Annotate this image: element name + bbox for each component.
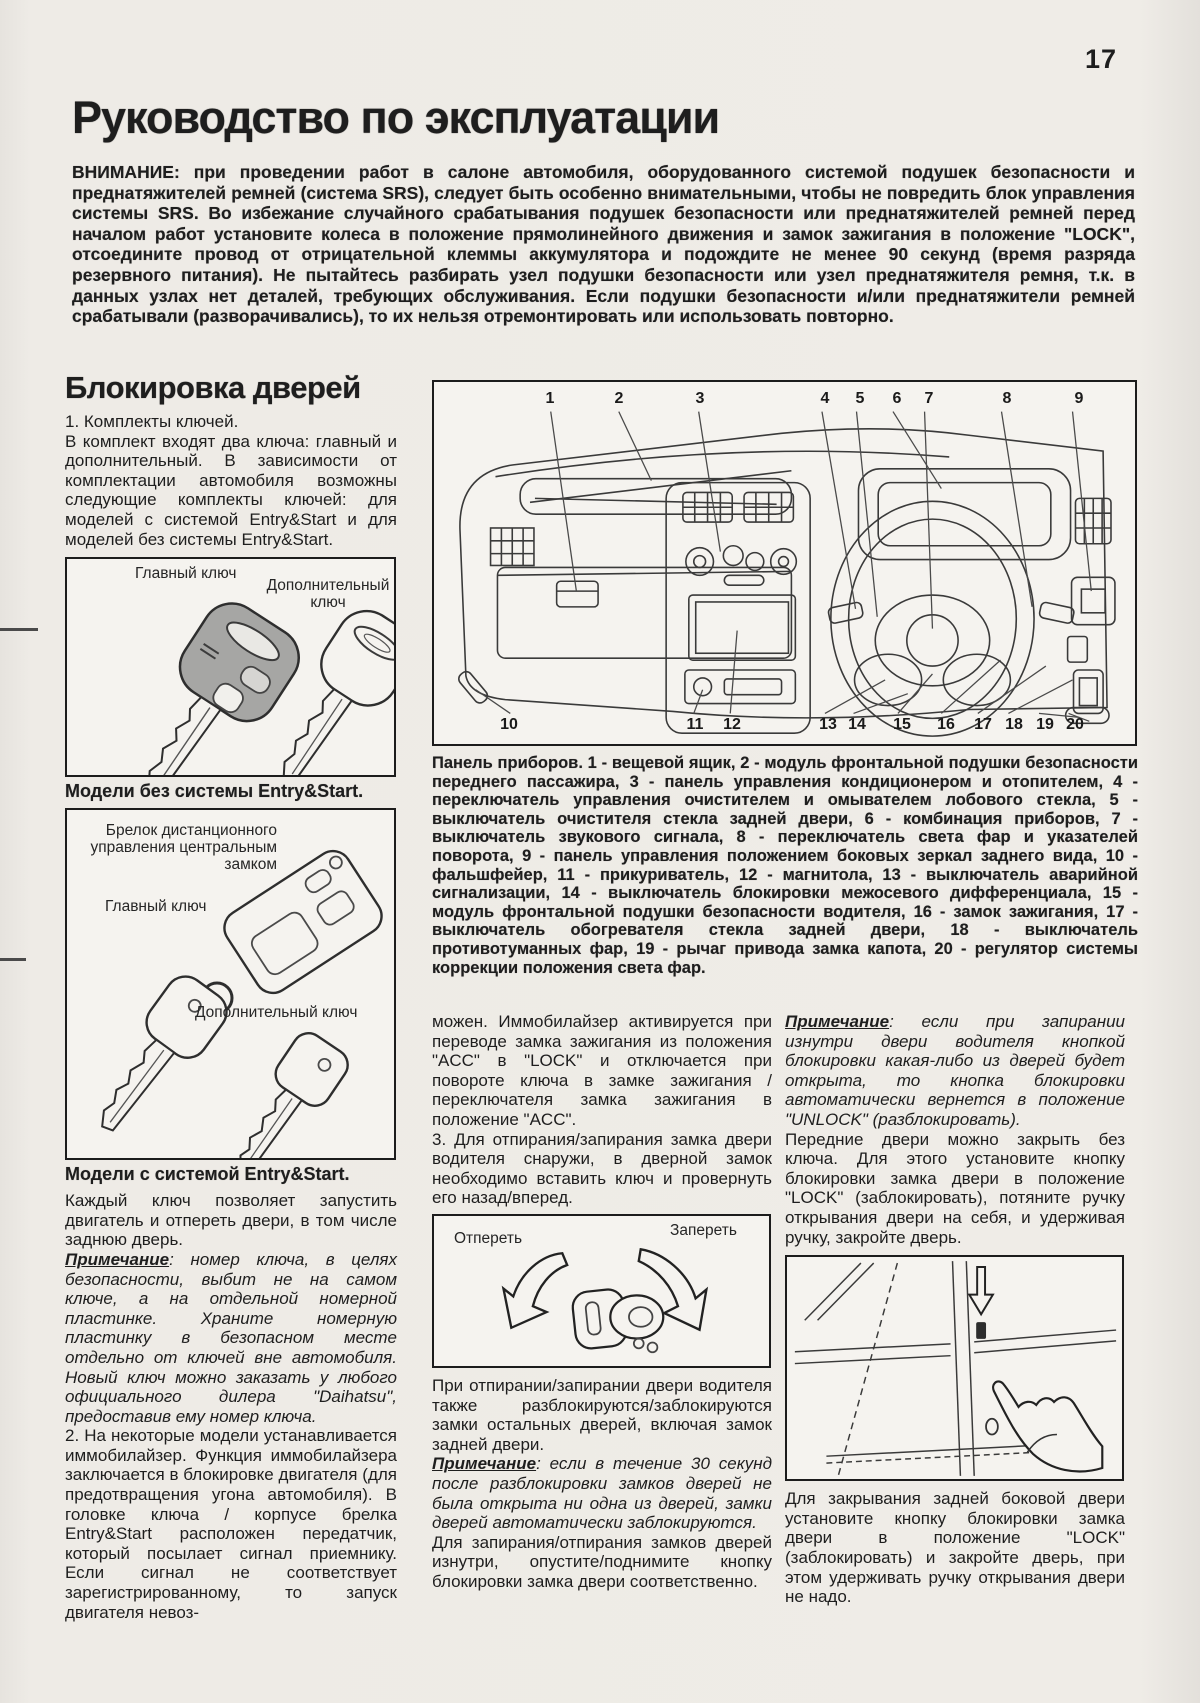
callout-2: 2 [614, 390, 624, 407]
srs-warning-paragraph [72, 162, 1135, 327]
scan-artifact [0, 628, 38, 631]
figure-door-lock [785, 1255, 1124, 1481]
scan-artifact [0, 958, 26, 961]
dashboard-caption [432, 754, 1138, 977]
figure-keys-entry-start [65, 808, 396, 1160]
callout-20: 20 [1066, 716, 1084, 733]
additional-key-label: Дополнительный ключ [195, 1004, 358, 1022]
right-column [785, 1012, 1125, 1607]
remote-fob-label: Брелок дистанционного управления центральным замком [90, 822, 277, 874]
page-number: 17 [1085, 44, 1118, 74]
callout-12: 12 [723, 716, 741, 733]
callout-16: 16 [937, 716, 955, 733]
left-column [65, 370, 397, 1622]
caption-models-with-entry-start: Модели с системой Entry&Start. [65, 1164, 350, 1185]
callout-14: 14 [848, 716, 866, 733]
additional-key-label: Дополнительный ключ [266, 577, 390, 612]
lock-label: Запереть [670, 1221, 737, 1239]
main-key-label: Главный ключ [105, 898, 207, 916]
callout-19: 19 [1036, 716, 1054, 733]
callout-15: 15 [893, 716, 911, 733]
note-label: Примечание [65, 1249, 170, 1269]
callout-5: 5 [855, 390, 865, 407]
callout-10: 10 [500, 716, 518, 733]
callout-13: 13 [819, 716, 837, 733]
callout-9: 9 [1074, 390, 1084, 407]
each-key-paragraph: Каждый ключ позволяет запустить двигатель и отпереть двери, в том числе заднюю дверь. [65, 1191, 397, 1250]
note-label: Примечание [432, 1454, 537, 1474]
unlock-lock-paragraph: 3. Для отпирания/запирания замка двери водителя снаружи, в дверной замок необходимо вставить ключ и провернуть его назад/вперед. [432, 1129, 772, 1208]
inside-locking-paragraph: Для запирания/отпирания замков дверей изнутри, опустите/поднимите кнопку блокировки замка двери соответственно. [432, 1532, 772, 1591]
section-heading-door-locking: Блокировка дверей [65, 370, 361, 405]
note-label: Примечание [785, 1012, 890, 1031]
key-number-note [65, 1250, 397, 1426]
callout-18: 18 [1005, 716, 1023, 733]
thirty-seconds-note [432, 1454, 772, 1532]
caption-models-without-entry-start: Модели без системы Entry&Start. [65, 781, 364, 802]
immobilizer-continued-paragraph: можен. Иммобилайзер активируется при переводе замка зажигания из положения "ACC" в "LOCK" и отключается при повороте ключа в замке зажигания / переключателя замка зажигания в положение "ACC". [432, 1012, 772, 1129]
note-text: : номер ключа, в целях безопасности, выбит не на самом ключе, а на отдельной номерной пластинке. Храните номерную пластинку в безопасном месте отдельно от ключей вне автомобиля. Новый ключ можно заказать у любого официального дилера "Daihatsu", предоставив ему номер ключа. [65, 1249, 397, 1426]
dashboard-drawing [434, 382, 1135, 744]
srs-warning-text: ВНИМАНИЕ: при проведении работ в салоне автомобиля, оборудованного системой подушек безопасности и преднатяжителей ремней (система SRS), следует быть особенно внимательными, чтобы не повредить блок управления системы SRS. Во избежание случайного срабатывания подушек безопасности или преднатяжителей ремней перед началом работ установите колеса в положение прямолинейного движения и замок зажигания в положение "LOCK", отсоедините провод от отрицательной клеммы аккумулятора и подождите не менее 90 секунд (время разряда резервного питания). Не пытайтесь разбирать узел подушки безопасности или узел преднатяжителя ремня, т.к. в данных узлах нет деталей, требующих обслуживания. Если подушки безопасности и/или преднатяжители ремней срабатывали (разворачивались), то их нельзя отремонтировать или использовать повторно. [72, 162, 1135, 327]
front-doors-paragraph: Передние двери можно закрыть без ключа. Для этого установите кнопку блокировки замка двери в положение "LOCK" (заблокировать), потяните ручку открывания двери на себя, и удерживая ручку, закройте дверь. [785, 1129, 1125, 1247]
page-title: Руководство по эксплуатации [72, 92, 720, 143]
callout-7: 7 [924, 390, 934, 407]
callout-11: 11 [686, 716, 704, 733]
note-text: : если при запирании изнутри двери водителя кнопкой блокировки какая-либо из дверей будет открыта, то кнопка блокировки автоматически вернется в положение "UNLOCK" (разблокировать). [785, 1012, 1125, 1129]
figure-instrument-panel [432, 380, 1137, 746]
callout-17: 17 [974, 716, 992, 733]
callout-3: 3 [695, 390, 705, 407]
note-text: : если в течение 30 секунд после разблокировки замков дверей не была открыта ни одна из дверей, замки дверей автоматически заблокируются. [432, 1454, 772, 1533]
figure-key-turn [432, 1214, 771, 1368]
immobilizer-paragraph: 2. На некоторые модели устанавливается иммобилайзер. Функция иммобилайзера заключается в блокировке двигателя (для предотвращения угона автомобиля). В головке ключа / корпусе брелка Entry&Start расположен передатчик, который посылает сигнал приемнику. Если сигнал не соответствует зарегистрированному, то запуск двигателя невоз- [65, 1426, 397, 1622]
callout-8: 8 [1002, 390, 1012, 407]
dashboard-caption-text: Панель приборов. 1 - вещевой ящик, 2 - модуль фронтальной подушки безопасности переднего пассажира, 3 - панель управления кондиционером и отопителем, 4 - переключатель управления очистителем и омывателем лобового стекла, 5 - выключатель очистителя стекла задней двери, 6 - комбинация приборов, 7 - выключатель звукового сигнала, 8 - переключатель света фар и указателей поворота, 9 - панель управления положением боковых зеркал заднего вида, 10 - фальшфейер, 11 - прикуриватель, 12 - магнитола, 13 - выключатель аварийной сигнализации, 14 - выключатель блокировки межосевого дифференциала, 15 - модуль фронтальной подушки безопасности водителя, 16 - замок зажигания, 17 - выключатель обогревателя стекла задней двери, 18 - выключатель противотуманных фар, 19 - рычаг привода замка капота, 20 - регулятор системы коррекции положения света фар. [432, 754, 1138, 977]
callout-1: 1 [545, 390, 555, 407]
keys-paragraph-title: 1. Комплекты ключей. [65, 412, 239, 431]
figure-keys-no-entry-start [65, 557, 396, 777]
door-lock-drawing [787, 1257, 1122, 1479]
unlock-button-note [785, 1012, 1125, 1130]
callout-6: 6 [892, 390, 902, 407]
all-doors-paragraph: При отпирании/запирании двери водителя также разблокируются/заблокируются замки остальных дверей, включая замок задней двери. [432, 1375, 772, 1454]
rear-door-paragraph: Для закрывания задней боковой двери установите кнопку блокировки замка двери в положение "LOCK" (заблокировать) и закройте дверь, при этом удерживать ручку открывания двери не надо. [785, 1489, 1125, 1607]
unlock-label: Отпереть [454, 1229, 523, 1247]
keys-paragraph-body: В комплект входят два ключа: главный и дополнительный. В зависимости от комплектации автомобиля возможны следующие комплекты ключей: для моделей с системой Entry&Start и для моделей без системы Entry&Start. [65, 431, 397, 549]
middle-column [432, 1012, 772, 1591]
main-key-label: Главный ключ [135, 565, 237, 583]
callout-4: 4 [820, 390, 830, 407]
